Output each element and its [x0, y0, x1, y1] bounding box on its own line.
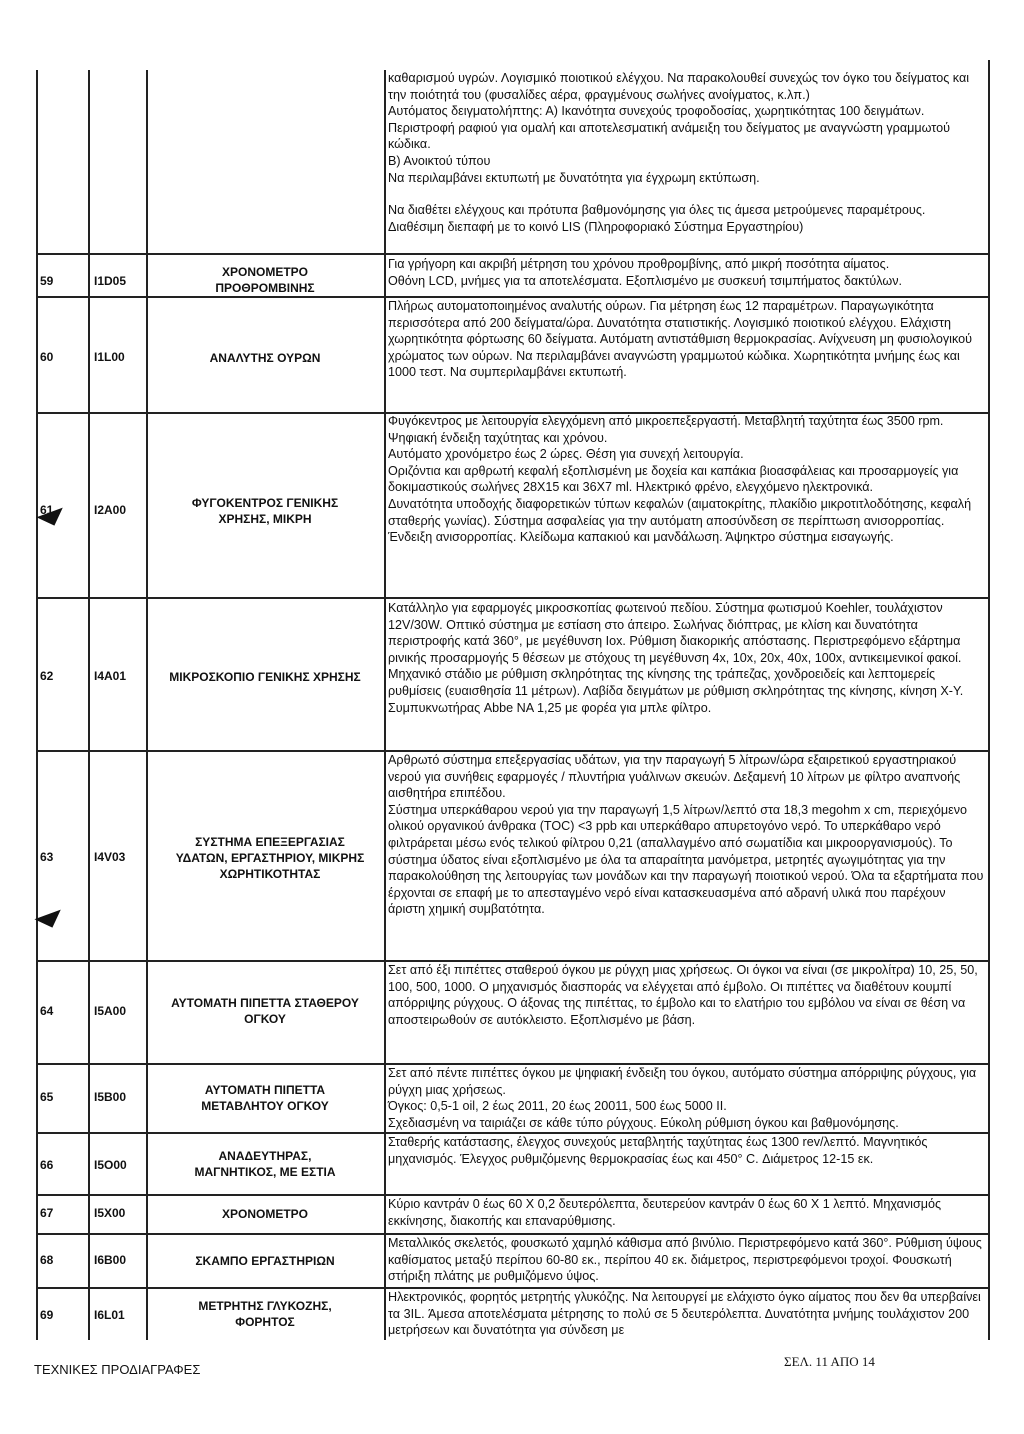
item-code: I5X00 — [94, 1206, 126, 1220]
description-line: Ηλεκτρονικός, φορητός μετρητής γλυκόζης. Να λειτουργεί με ελάχιστο όγκο αίματος που δεν θα υπερβαίνει τα 3IL. Άμεσα αποτελέσματα μέτρησης το πολύ σε 5 δευτερόλεπτα. Δυνατότητα μνήμης τουλάχιστον 200 μετρήσεων και δυνατότητα για σύνδεση με — [388, 1290, 981, 1338]
item-number: 59 — [40, 274, 54, 288]
item-description — [388, 600, 984, 716]
description-line: Οθόνη LCD, μνήμες για τα αποτελέσματα. Εξοπλισμένο με συσκευή τσιμπήματος δακτύλων. — [388, 273, 903, 288]
page-number: ΣΕΛ. 11 ΑΠΟ 14 — [784, 1354, 875, 1369]
row-separator — [36, 597, 988, 599]
item-description — [388, 298, 984, 381]
continued-description — [388, 70, 984, 235]
item-code: I5A00 — [94, 1004, 127, 1018]
item-name: ΑΥΤΟΜΑΤΗ ΠΙΠΕΤΤΑ ΣΤΑΘΕΡΟΥ ΟΓΚΟΥ — [171, 996, 359, 1026]
item-number: 64 — [40, 1004, 54, 1018]
description-line: Μεταλλικός σκελετός, φουσκωτό χαμηλό κάθισμα από βινύλιο. Περιστρεφόμενο κατά 360°. Ρύθμιση ύψους καθίσματος μεταξύ περίπου 60-80 εκ., περίπου 40 εκ. διάμετρος, περιστρεφόμενοι τροχοί. Φουσκωτή στήριξη πλάτης με ρυθμιζόμενο ύψος. — [388, 1236, 982, 1284]
continued-line: καθαρισμού υγρών. Λογισμικό ποιοτικού ελέγχου. Να παρακολουθεί συνεχώς τον όγκο του δείγματος και την ποιότητά του (φυσαλίδες αέρα, φραγμένους σωλήνες ανοίγματος, κ.λπ.) — [388, 71, 970, 102]
continued-line: Β) Ανοικτού τύπου — [388, 153, 491, 168]
item-number: 61 — [40, 503, 54, 517]
item-number: 66 — [40, 1158, 54, 1172]
item-description — [388, 1134, 984, 1167]
description-line: Σύστημα υπερκάθαρου νερού για την παραγωγή 1,5 λίτρων/λεπτό στα 18,3 megohm x cm, περιεχόμενο ολικού οργανικού άνθρακα (TOC) <3 ppb και υπερκάθαρο απυρετογόνο νερό. Το υπερκάθαρο νερό φιλτράρεται μέσω ενός τελικού φίλτρου 0,21 (απαλλαγμένο από σωματίδια και μικροοργανισμούς). Το σύστημα ύδατος είναι εξοπλισμένο με όλα τα απαραίτητα μανόμετρα, μετρητές αγωγιμότητας για την παρακολούθηση της λειτουργίας των μονάδων και την παραγωγή ποιοτικού νερού. Όλα τα εξαρτήματα που έρχονται σε επαφή με το απεσταγμένο νερό είναι κατασκευασμένα από αδρανή υλικά που παρέχουν άριστη χημική συμβατότητα. — [388, 802, 984, 917]
item-number: 67 — [40, 1206, 54, 1220]
description-line: Δυνατότητα υποδοχής διαφορετικών τύπων κεφαλών (αιματοκρίτης, πλακίδιο μικροτιτλοδότησης, κεφαλή σταθερής γωνίας). Σύστημα ασφαλείας για την αυτόματη αποσύνδεση σε περίπτωση ανισορροπίας. Ένδειξη ανισορροπίας. Κλείδωμα καπακιού και μανδάλωση. Άψηκτρο σύστημα εισαγωγής. — [388, 496, 972, 545]
item-number: 62 — [40, 669, 54, 683]
description-line: Σταθερής κατάστασης, έλεγχος συνεχούς μεταβλητής ταχύτητας έως 1300 rev/λεπτό. Μαγνητικός μηχανισμός. Έλεγχος ρυθμιζόμενης θερμοκρασίας έως και 450° C. Διάμετρος 12-15 εκ. — [388, 1135, 928, 1166]
item-name: ΜΕΤΡΗΤΗΣ ΓΛΥΚΟΖΗΣ, ΦΟΡΗΤΟΣ — [198, 1299, 332, 1329]
item-name: ΦΥΓΟΚΕΝΤΡΟΣ ΓΕΝΙΚΗΣ ΧΡΗΣΗΣ, ΜΙΚΡΗ — [191, 496, 339, 526]
continued-line: Να διαθέτει ελέγχους και πρότυπα βαθμονόμησης για όλες τις άμεσα μετρούμενες παραμέτρους. Διαθέσιμη διεπαφή με το κοινό LIS (Πληροφοριακό Σύστημα Εργαστηρίου) — [388, 203, 926, 234]
item-description — [388, 413, 984, 546]
item-code: I1L00 — [94, 350, 125, 364]
item-description — [388, 256, 984, 289]
item-number: 60 — [40, 350, 54, 364]
description-line: Οριζόντια και αρθρωτή κεφαλή εξοπλισμένη με δοχεία και καπάκια βιοασφάλειας και προσαρμογείς για δοκιμαστικούς σωλήνες 28Χ15 και 36Χ7 ml. Ηλεκτρικό φρένο, ελεγχόμενο ηλεκτρονικά. — [388, 463, 959, 495]
item-name: ΧΡΟΝΟΜΕΤΡΟ — [221, 1207, 308, 1221]
table-divider-name — [384, 70, 386, 1340]
item-description — [388, 1235, 984, 1285]
item-code: I4A01 — [94, 669, 127, 683]
footer-title: ΤΕΧΝΙΚΕΣ ΠΡΟΔΙΑΓΡΑΦΕΣ — [34, 1362, 201, 1377]
table-divider-no — [88, 70, 90, 1340]
item-name: ΧΡΟΝΟΜΕΤΡΟ ΠΡΟΘΡΟΜΒΙΝΗΣ — [215, 265, 315, 295]
description-line: Κύριο καντράν 0 έως 60 Χ 0,2 δευτερόλεπτα, δευτερεύον καντράν 0 έως 60 Χ 1 λεπτό. Μηχανισμός εκκίνησης, διακοπής και επαναρύθμισης. — [388, 1197, 942, 1228]
continued-line: Αυτόματος δειγματολήπτης: Α) Ικανότητα συνεχούς τροφοδοσίας, χωρητικότητας 100 δειγμάτων. Περιστροφή ραφιού για ομαλή και αποτελεσματική ανάμειξη του δείγματος με αναγνώστη γραμμωτού κώδικα. — [388, 104, 950, 152]
item-name: ΑΝΑΛΥΤΗΣ ΟΥΡΩΝ — [209, 351, 321, 365]
item-description — [388, 752, 984, 918]
table-border-right — [988, 60, 990, 1340]
item-name: ΣΚΑΜΠΟ ΕΡΓΑΣΤΗΡΙΩΝ — [195, 1254, 335, 1268]
description-line: Πλήρως αυτοματοποιημένος αναλυτής ούρων. Για μέτρηση έως 12 παραμέτρων. Παραγωγικότητα περισσότερα από 200 δείγματα/ώρα. Δυνατότητα στατιστικής. Λογισμικό ποιοτικού ελέγχου. Ελάχιστη χωρητικότητα φόρτωσης 60 δείγματα. Αυτόματη αντιστάθμιση θερμοκρασίας. Ανίχνευση μη φυσιολογικού χρώματος των ούρων. Να περιλαμβάνει αναγνώστη γραμμωτού κώδικα. Χωρητικότητα μνήμης έως και 1000 τεστ. Να συμπεριλαμβάνει εκτυπωτή. — [388, 299, 973, 380]
description-line: Σχεδιασμένη να ταιριάζει σε κάθε τύπο ρύγχους. Εύκολη ρύθμιση όγκου και βαθμονόμησης. — [388, 1115, 899, 1130]
item-code: I4V03 — [94, 850, 126, 864]
description-line: Αρθρωτό σύστημα επεξεργασίας υδάτων, για την παραγωγή 5 λίτρων/ώρα εξαιρετικού εργαστηριακού νερού για συνήθεις εφαρμογές / πλυντήρια γυάλινων σκευών. Δεξαμενή 10 λίτρων με φίλτρο αναπνοής αισθητήρα επιπέδου. — [388, 753, 961, 801]
description-line: Κατάλληλο για εφαρμογές μικροσκοπίας φωτεινού πεδίου. Σύστημα φωτισμού Koehler, τουλάχιστον 12V/30W. Οπτικό σύστημα με εστίαση στο άπειρο. Σωλήνας διόπτρας, με κλίση και δυνατότητα περιστροφής κατά 360°, με μεγέθυνση Iox. Ρύθμιση διακορικής απόστασης. Περιστρεφόμενο εξάρτημα ρινικής προσαρμογής 5 θέσεων με στόχους τη μεγέθυνση 4x, 10x, 20x, 40x, 100x, αντικειμενικοί φακοί. Μηχανικό στάδιο με ρύθμιση σκληρότητας της κίνησης της τράπεζας, χονδροειδείς και λεπτομερείς ρυθμίσεις (ευαισθησία 11 μέτρων). Λαβίδα δειγμάτων με ρύθμιση σκληρότητας της κίνησης, κίνηση Χ-Υ. Συμπυκνωτήρας Abbe ΝΑ 1,25 με φορέα για μπλε φίλτρο. — [388, 601, 964, 715]
item-number: 68 — [40, 1253, 54, 1267]
description-line: Σετ από πέντε πιπέττες όγκου με ψηφιακή ένδειξη του όγκου, αυτόματο σύστημα απόρριψης ρύγχους, για ρύγχη μιας χρήσεως. — [388, 1066, 977, 1097]
item-number: 65 — [40, 1090, 54, 1104]
item-description — [388, 1289, 984, 1339]
item-code: I1D05 — [94, 274, 127, 288]
row-separator — [36, 253, 988, 255]
item-description — [388, 1196, 984, 1229]
item-number: 69 — [40, 1308, 54, 1322]
description-line: Όγκος: 0,5-1 oil, 2 έως 2011, 20 έως 20011, 500 έως 5000 II. — [388, 1099, 727, 1114]
item-name: ΜΙΚΡΟΣΚΟΠΙΟ ΓΕΝΙΚΗΣ ΧΡΗΣΗΣ — [169, 670, 361, 684]
table-border-left — [36, 70, 38, 1340]
item-description — [388, 962, 984, 1028]
table-divider-code — [146, 70, 148, 1340]
scan-arrow-mark — [34, 910, 65, 933]
item-number: 63 — [40, 850, 54, 864]
description-line: Σετ από έξι πιπέττες σταθερού όγκου με ρύγχη μιας χρήσεως. Οι όγκοι να είναι (σε μικρολίτρα) 10, 25, 50, 100, 500, 1000. Ο μηχανισμός διασποράς να ελέγχεται από έμβολο. Οι πιπέττες να διαθέτουν κουμπί απόρριψης ρύγχους. Ο άξονας της πιπέττας, το έμβολο και το ελατήριο του εμβόλου να είναι σε θέση να αποστειρωθούν σε αυτόκλειστο. Εξοπλισμένο με βάση. — [388, 963, 978, 1027]
item-code: I5B00 — [94, 1090, 127, 1104]
item-code: I5O00 — [94, 1158, 127, 1172]
item-name: ΑΥΤΟΜΑΤΗ ΠΙΠΕΤΤΑ ΜΕΤΑΒΛΗΤΟΥ ΟΓΚΟΥ — [201, 1083, 329, 1113]
continued-line: Να περιλαμβάνει εκτυπωτή με δυνατότητα για έγχρωμη εκτύπωση. — [388, 170, 760, 185]
description-line: Αυτόματο χρονόμετρο έως 2 ώρες. Θέση για συνεχή λειτουργία. — [388, 447, 744, 462]
item-name: ΑΝΑΔΕΥΤΗΡΑΣ, ΜΑΓΝΗΤΙΚΟΣ, ΜΕ ΕΣΤΙΑ — [194, 1149, 336, 1179]
item-code: I2A00 — [94, 503, 127, 517]
description-line: Φυγόκεντρος με λειτουργία ελεγχόμενη από μικροεπεξεργαστή. Μεταβλητή ταχύτητα έως 3500 rpm. Ψηφιακή ένδειξη ταχύτητας και χρόνου. — [388, 414, 944, 445]
item-name: ΣΥΣΤΗΜΑ ΕΠΕΞΕΡΓΑΣΙΑΣ ΥΔΑΤΩΝ, ΕΡΓΑΣΤΗΡΙΟΥ, ΜΙΚΡΗΣ ΧΩΡΗΤΙΚΟΤΗΤΑΣ — [175, 835, 365, 881]
item-code: I6L01 — [94, 1308, 125, 1322]
item-code: I6B00 — [94, 1253, 127, 1267]
description-line: Για γρήγορη και ακριβή μέτρηση του χρόνου προθρομβίνης, από μικρή ποσότητα αίματος. — [388, 257, 890, 271]
item-description — [388, 1065, 984, 1131]
